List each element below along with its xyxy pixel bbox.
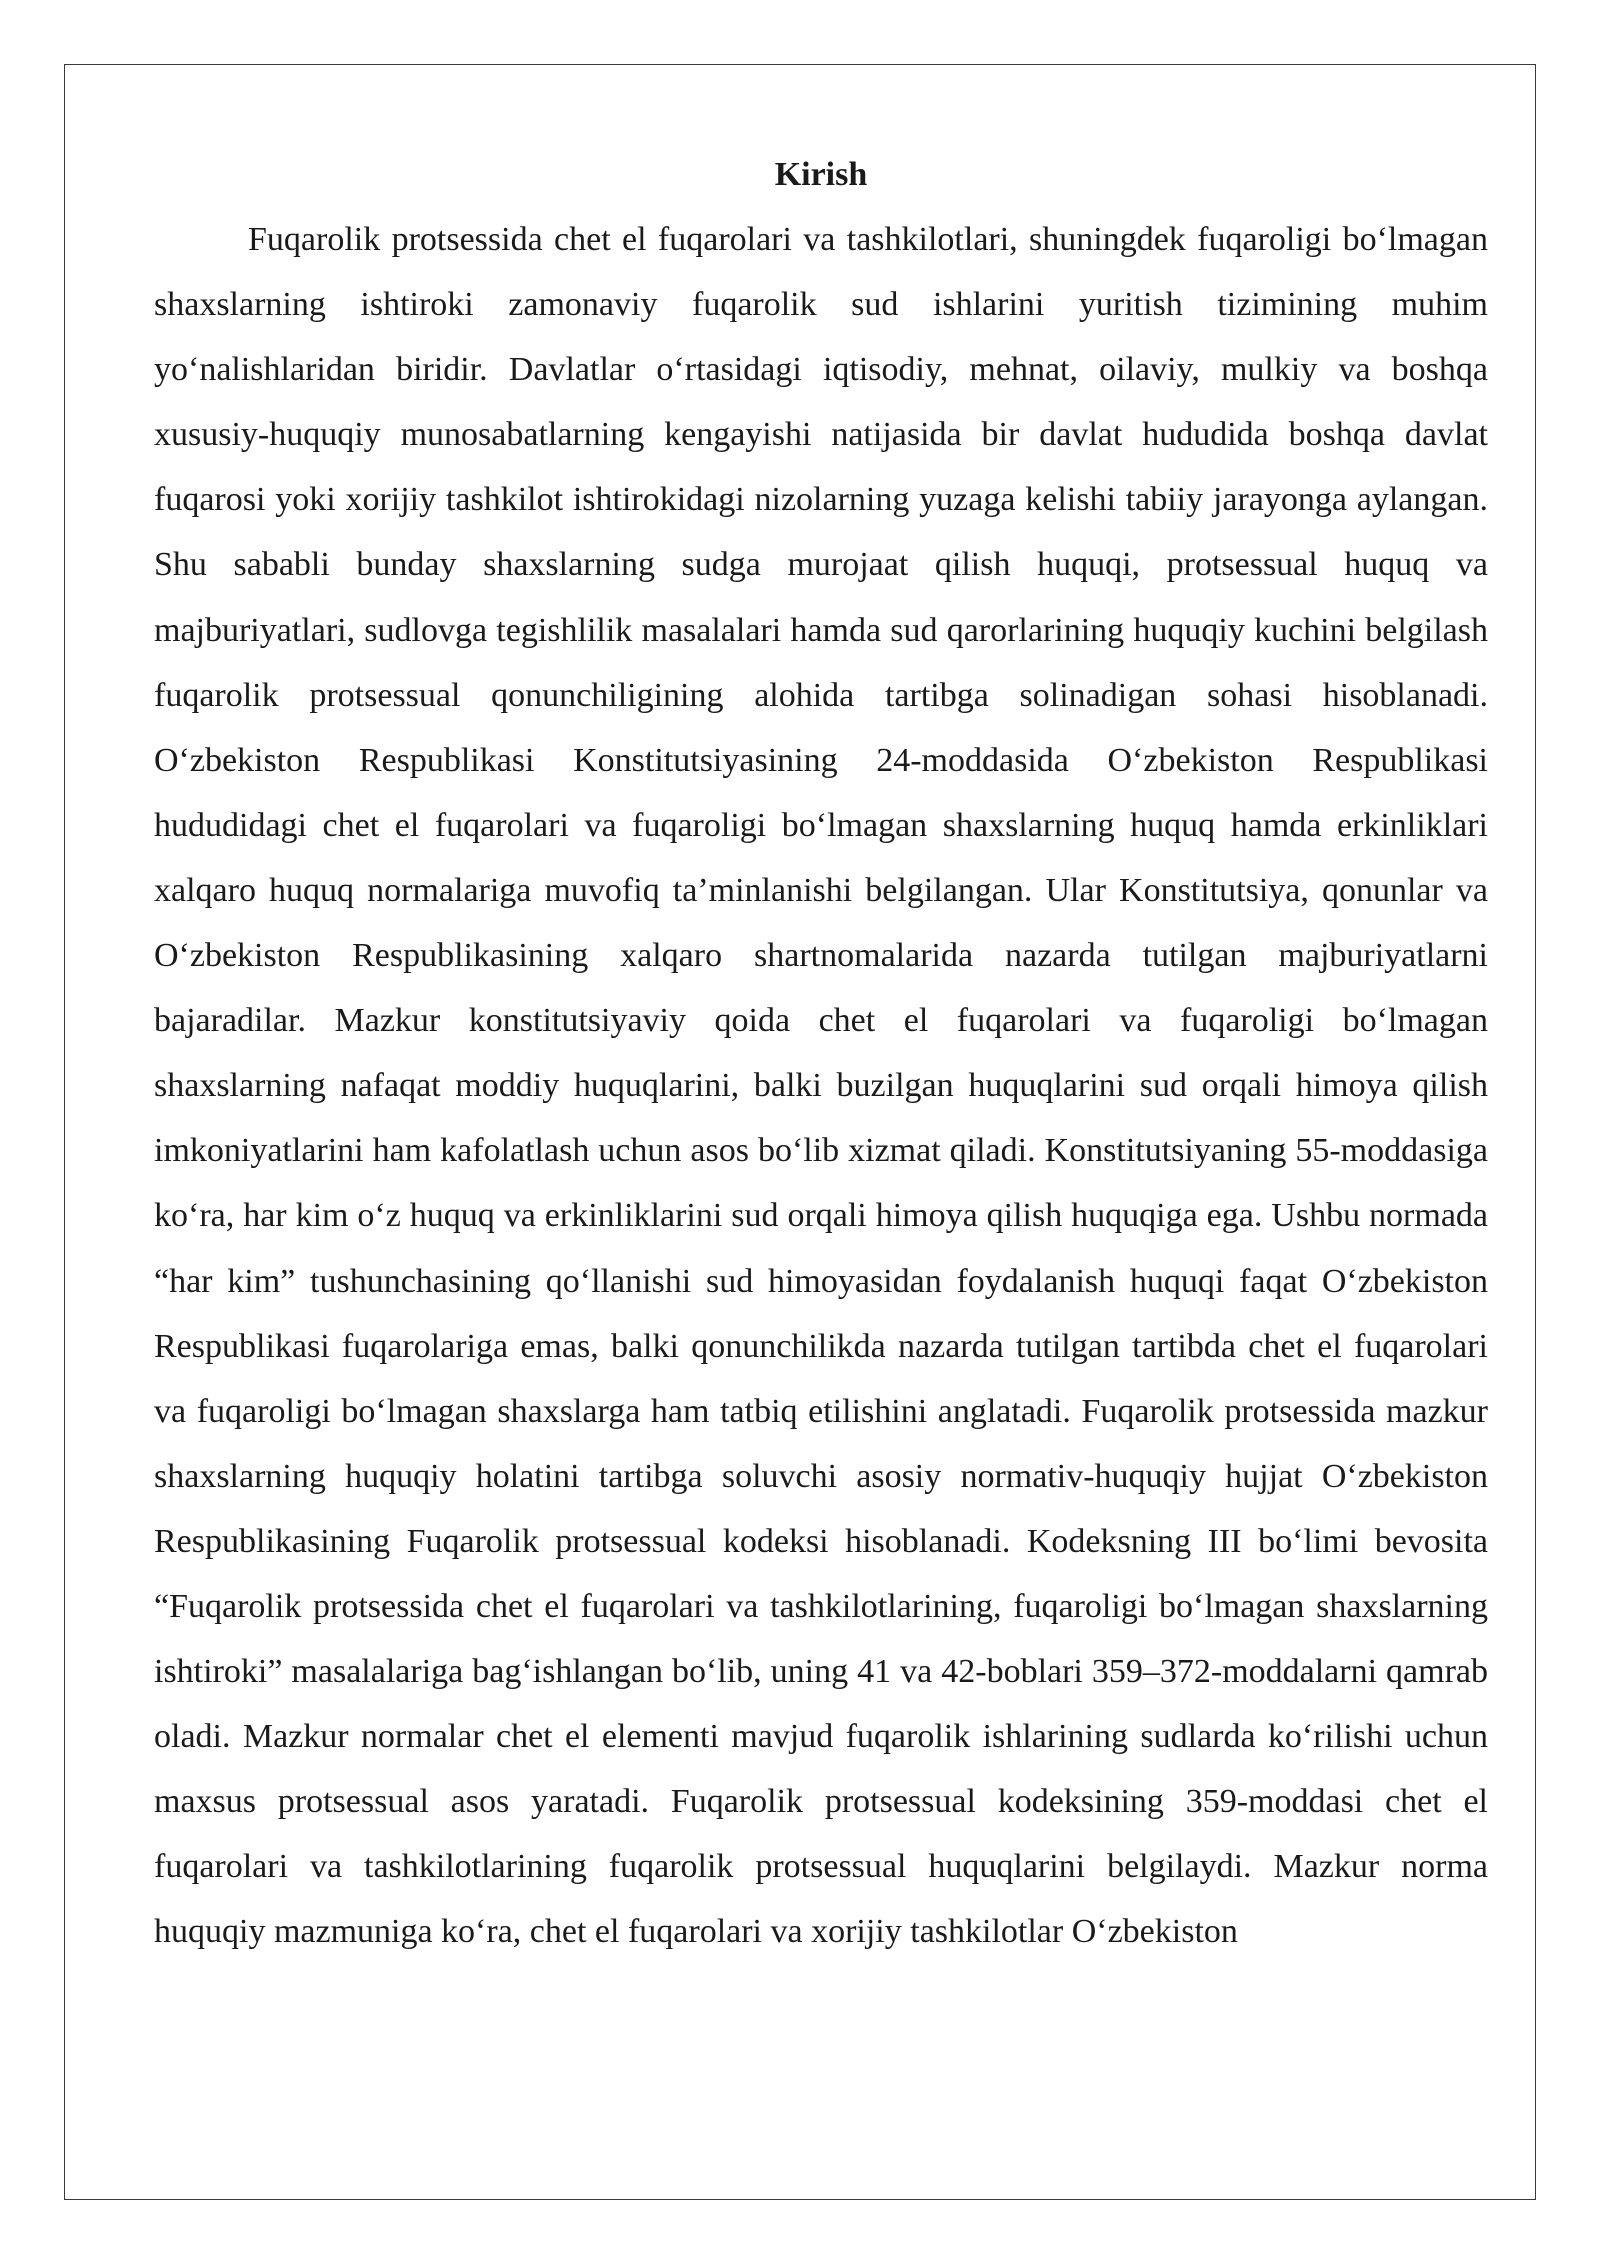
section-heading: Kirish	[774, 156, 868, 193]
body-paragraph: Fuqarolik protsessida chet el fuqarolari va tashkilotlari, shuningdek fuqaroligi boʻlmagan shaxslarning ishtiroki zamonaviy fuqarolik sud ishlarini yuritish tizimining muhim yoʻnalishlaridan biridir. Davlatlar oʻrtasidagi iqtisodiy, mehnat, oilaviy, mulkiy va boshqa xususiy-huquqiy munosabatlarning kengayishi natijasida bir davlat hududida boshqa davlat fuqarosi yoki xorijiy tashkilot ishtirokidagi nizolarning yuzaga kelishi tabiiy jarayonga aylangan. Shu sababli bunday shaxslarning sudga murojaat qilish huquqi, protsessual huquq va majburiyatlari, sudlovga tegishlilik masalalari hamda sud qarorlarining huquqiy kuchini belgilash fuqarolik protsessual qonunchiligining alohida tartibga solinadigan sohasi hisoblanadi. Oʻzbekiston Respublikasi Konstitutsiyasining 24-moddasida Oʻzbekiston Respublikasi hududidagi chet el fuqarolari va fuqaroligi boʻlmagan shaxslarning huquq hamda erkinliklari xalqaro huquq normalariga muvofiq ta’minlanishi belgilangan. Ular Konstitutsiya, qonunlar va Oʻzbekiston Respublikasining xalqaro shartnomalarida nazarda tutilgan majburiyatlarni bajaradilar. Mazkur konstitutsiyaviy qoida chet el fuqarolari va fuqaroligi boʻlmagan shaxslarning nafaqat moddiy huquqlarini, balki buzilgan huquqlarini sud orqali himoya qilish imkoniyatlarini ham kafolatlash uchun asos boʻlib xizmat qiladi. Konstitutsiyaning 55-moddasiga koʻra, har kim oʻz huquq va erkinliklarini sud orqali himoya qilish huquqiga ega. Ushbu normada “har kim” tushunchasining qoʻllanishi sud himoyasidan foydalanish huquqi faqat Oʻzbekiston Respublikasi fuqarolariga emas, balki qonunchilikda nazarda tutilgan tartibda chet el fuqarolari va fuqaroligi boʻlmagan shaxslarga ham tatbiq etilishini anglatadi. Fuqarolik protsessida mazkur shaxslarning huquqiy holatini tartibga soluvchi asosiy normativ-huquqiy hujjat Oʻzbekiston Respublikasining Fuqarolik protsessual kodeksi hisoblanadi. Kodeksning III boʻlimi bevosita “Fuqarolik protsessida chet el fuqarolari va tashkilotlarining, fuqaroligi boʻlmagan shaxslarning ishtiroki” masalalariga bagʻishlangan boʻlib, uning 41 va 42-boblari 359–372-moddalarni qamrab oladi. Mazkur normalar chet el elementi mavjud fuqarolik ishlarining sudlarda koʻrilishi uchun maxsus protsessual asos yaratadi. Fuqarolik protsessual kodeksining 359-moddasi chet el fuqarolari va tashkilotlarining fuqarolik protsessual huquqlarini belgilaydi. Mazkur norma huquqiy mazmuniga koʻra, chet el fuqarolari va xorijiy tashkilotlar Oʻzbekiston	[154, 221, 1488, 1951]
document-body	[154, 142, 1488, 1965]
